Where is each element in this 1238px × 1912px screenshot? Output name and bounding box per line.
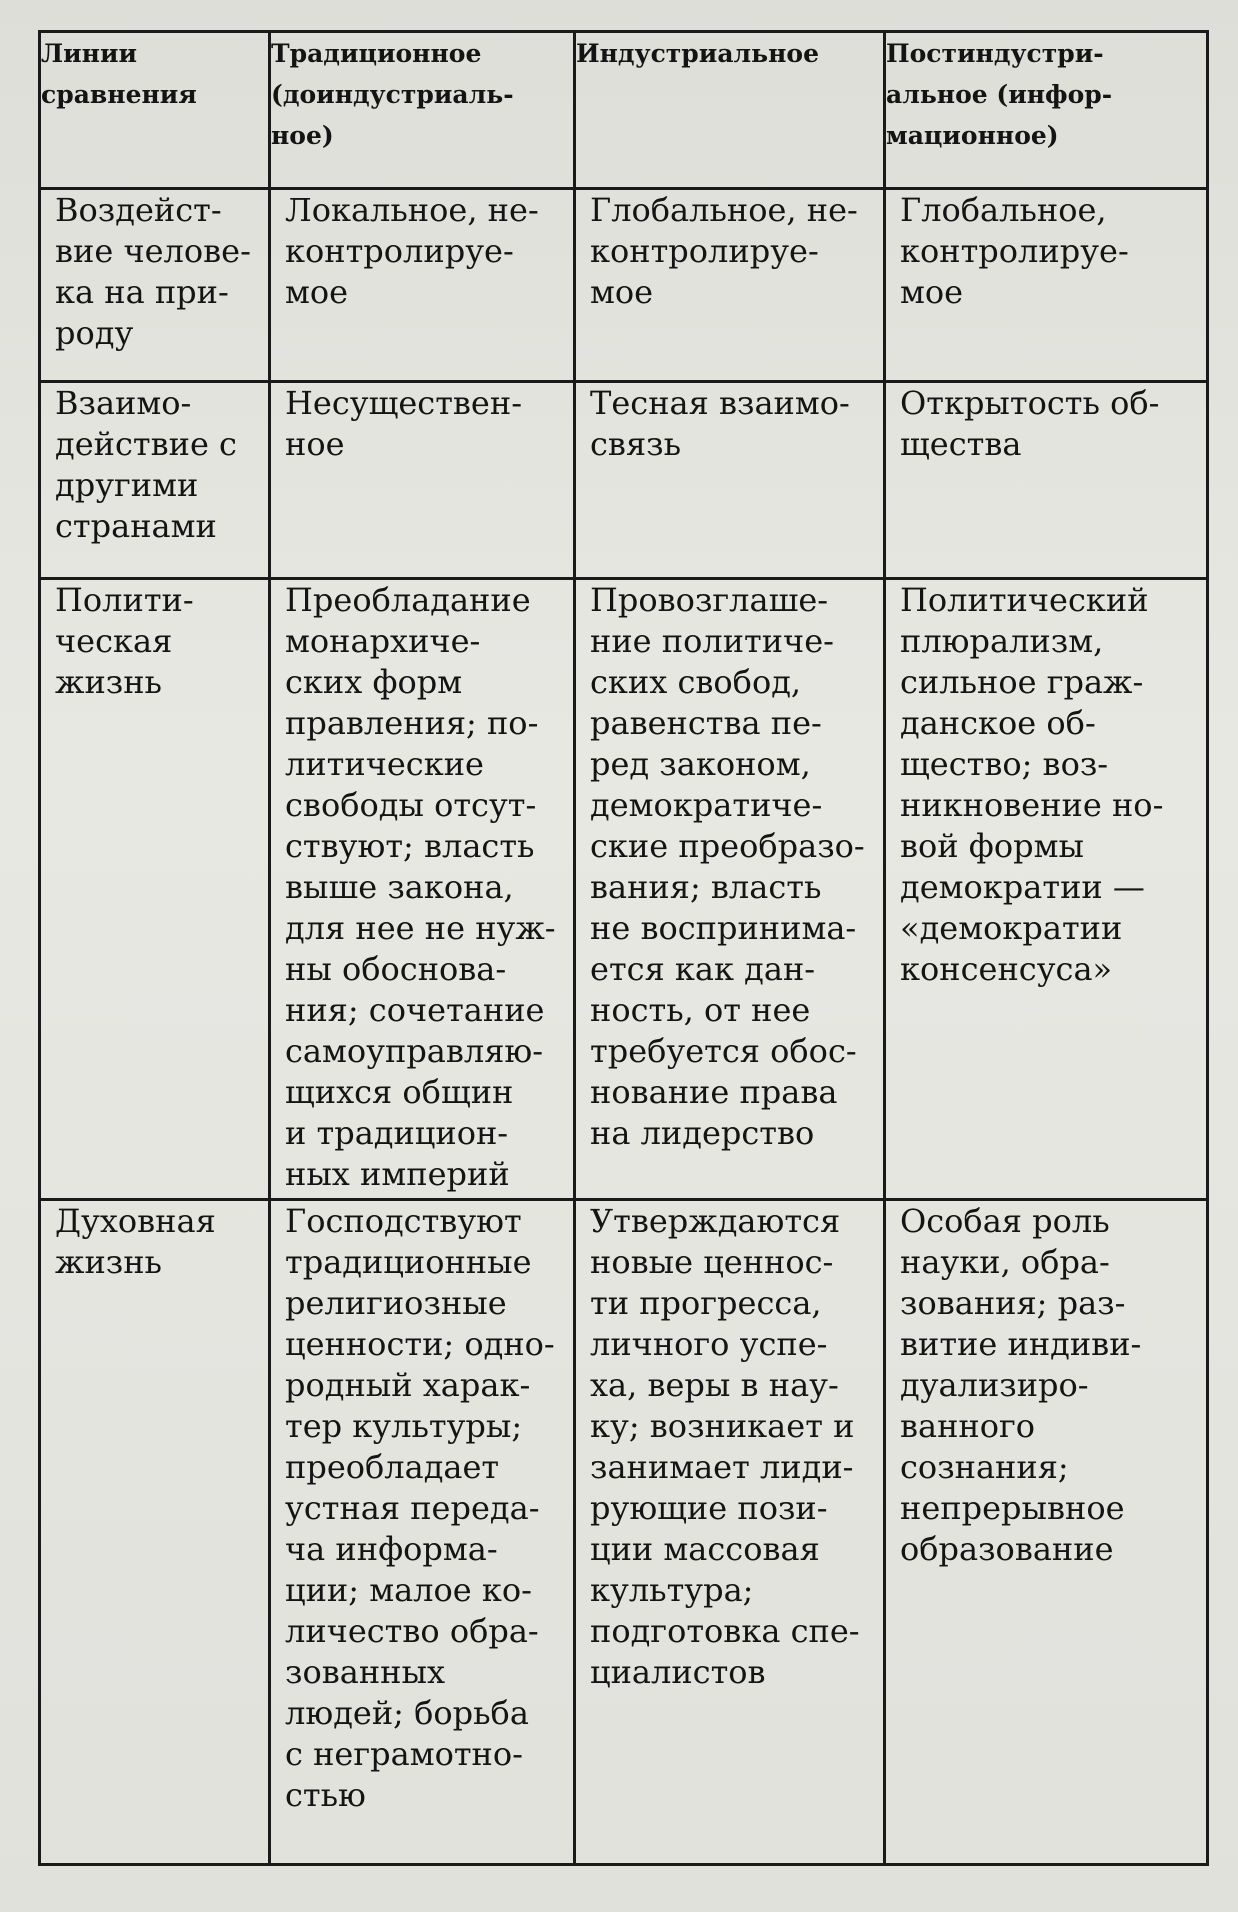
header-cell-comparison-lines [40, 32, 270, 189]
cell-text-line: ка на при- [55, 273, 229, 311]
header-text-line: ное) [271, 121, 334, 150]
cell-text-line: выше закона, [285, 868, 514, 906]
cell-text-line: Несуществен- [285, 384, 522, 422]
table-row-interaction [40, 382, 1208, 579]
society-comparison-table [38, 30, 1209, 1866]
cell-text-line: вой формы [900, 827, 1084, 865]
header-cell-postindustrial [885, 32, 1208, 189]
cell-text-line: мое [590, 273, 654, 311]
traditional-cell [270, 189, 575, 382]
cell-text-line: новые ценнос- [590, 1243, 834, 1281]
row-label-cell [40, 189, 270, 382]
cell-text-line: ции массовая [590, 1530, 820, 1568]
cell-text-line: культура; [590, 1571, 754, 1609]
cell-text-line: демократии — [900, 868, 1145, 906]
cell-text-line: ние политиче- [590, 622, 834, 660]
cell-text-line: ку; возникает и [590, 1407, 855, 1445]
cell-text-line: Преобладание [285, 581, 531, 619]
cell-text-line: родный харак- [285, 1366, 531, 1404]
industrial-cell [575, 579, 885, 1200]
cell-text-line: с неграмотно- [285, 1735, 523, 1773]
cell-text-line: подготовка спе- [590, 1612, 860, 1650]
cell-text-line: Господствуют [285, 1202, 522, 1240]
cell-text-line: контролируе- [285, 232, 514, 270]
cell-text-line: не воспринима- [590, 909, 857, 947]
cell-text-line: Политический [900, 581, 1149, 619]
cell-text-line: ванного [900, 1407, 1036, 1445]
row-label-cell [40, 1200, 270, 1865]
cell-text-line: ность, от нее [590, 991, 811, 1029]
industrial-cell [575, 1200, 885, 1865]
cell-text-line: нование права [590, 1073, 838, 1111]
cell-text-line: Локальное, не- [285, 191, 539, 229]
cell-text-line: личество обра- [285, 1612, 539, 1650]
cell-text-line: вания; власть [590, 868, 822, 906]
traditional-cell [270, 579, 575, 1200]
cell-text-line: данское об- [900, 704, 1096, 742]
cell-text-line: и традицион- [285, 1114, 509, 1152]
cell-text-line: непрерывное [900, 1489, 1125, 1527]
cell-text-line: Особая роль [900, 1202, 1110, 1240]
cell-text-line: другими [55, 466, 199, 504]
cell-text-line: сильное граж- [900, 663, 1144, 701]
cell-text-line: самоуправляю- [285, 1032, 544, 1070]
cell-text-line: на лидерство [590, 1114, 815, 1152]
cell-text-line: ное [285, 425, 345, 463]
table-row-nature-impact [40, 189, 1208, 382]
cell-text-line: роду [55, 314, 134, 352]
postindustrial-cell [885, 382, 1208, 579]
cell-text-line: Открытость об- [900, 384, 1160, 422]
cell-text-line: ские преобразо- [590, 827, 865, 865]
cell-text-line: ется как дан- [590, 950, 816, 988]
table-row-political-life [40, 579, 1208, 1200]
cell-text-line: преобладает [285, 1448, 500, 1486]
header-text-line: Индустриальное [576, 39, 819, 68]
cell-text-line: устная переда- [285, 1489, 540, 1527]
cell-text-line: ти прогресса, [590, 1284, 822, 1322]
cell-text-line: ческая [55, 622, 173, 660]
cell-text-line: Провозглаше- [590, 581, 829, 619]
cell-text-line: людей; борьба [285, 1694, 529, 1732]
industrial-cell [575, 189, 885, 382]
postindustrial-cell [885, 579, 1208, 1200]
cell-text-line: ча информа- [285, 1530, 498, 1568]
cell-text-line: литические [285, 745, 484, 783]
cell-text-line: странами [55, 507, 217, 545]
cell-text-line: науки, обра- [900, 1243, 1110, 1281]
cell-text-line: ствуют; власть [285, 827, 535, 865]
header-text-line: Постиндустри- [886, 39, 1104, 68]
table-row-spiritual-life [40, 1200, 1208, 1865]
header-text-line: (доиндустриаль- [271, 80, 514, 109]
header-text-line: Линии [41, 39, 138, 68]
cell-text-line: контролируе- [900, 232, 1129, 270]
header-text-line: сравнения [41, 80, 197, 109]
header-text-line: мационное) [886, 121, 1059, 150]
cell-text-line: рующие пози- [590, 1489, 828, 1527]
cell-text-line: равенства пе- [590, 704, 822, 742]
cell-text-line: витие индиви- [900, 1325, 1142, 1363]
cell-text-line: дуализиро- [900, 1366, 1089, 1404]
postindustrial-cell [885, 1200, 1208, 1865]
cell-text-line: мое [900, 273, 964, 311]
cell-text-line: ценности; одно- [285, 1325, 555, 1363]
cell-text-line: личного успе- [590, 1325, 828, 1363]
cell-text-line: действие с [55, 425, 237, 463]
cell-text-line: мое [285, 273, 349, 311]
cell-text-line: ха, веры в нау- [590, 1366, 839, 1404]
cell-text-line: Полити- [55, 581, 194, 619]
cell-text-line: стью [285, 1776, 366, 1814]
cell-text-line: жизнь [55, 663, 162, 701]
cell-text-line: традиционные [285, 1243, 532, 1281]
cell-text-line: религиозные [285, 1284, 507, 1322]
cell-text-line: тер культуры; [285, 1407, 523, 1445]
cell-text-line: Утверждаются [590, 1202, 841, 1240]
cell-text-line: щества [900, 425, 1022, 463]
cell-text-line: циалистов [590, 1653, 766, 1691]
cell-text-line: свободы отсут- [285, 786, 537, 824]
cell-text-line: жизнь [55, 1243, 162, 1281]
header-cell-traditional [270, 32, 575, 189]
header-text-line: Традиционное [271, 39, 482, 68]
cell-text-line: ред законом, [590, 745, 811, 783]
industrial-cell [575, 382, 885, 579]
cell-text-line: ных империй [285, 1155, 510, 1193]
cell-text-line: «демократии [900, 909, 1123, 947]
cell-text-line: Духовная [55, 1202, 216, 1240]
cell-text-line: зования; раз- [900, 1284, 1126, 1322]
cell-text-line: Глобальное, [900, 191, 1107, 229]
cell-text-line: вие челове- [55, 232, 251, 270]
header-text-line: альное (инфор- [886, 80, 1113, 109]
cell-text-line: щихся общин [285, 1073, 514, 1111]
cell-text-line: связь [590, 425, 681, 463]
cell-text-line: консенсуса» [900, 950, 1113, 988]
header-cell-industrial [575, 32, 885, 189]
postindustrial-cell [885, 189, 1208, 382]
cell-text-line: монархиче- [285, 622, 481, 660]
cell-text-line: ских свобод, [590, 663, 802, 701]
cell-text-line: образование [900, 1530, 1114, 1568]
cell-text-line: для нее не нуж- [285, 909, 556, 947]
cell-text-line: зованных [285, 1653, 445, 1691]
cell-text-line: контролируе- [590, 232, 819, 270]
cell-text-line: плюрализм, [900, 622, 1104, 660]
cell-text-line: Тесная взаимо- [590, 384, 850, 422]
cell-text-line: занимает лиди- [590, 1448, 854, 1486]
row-label-cell [40, 579, 270, 1200]
row-label-cell [40, 382, 270, 579]
traditional-cell [270, 1200, 575, 1865]
cell-text-line: никновение но- [900, 786, 1164, 824]
cell-text-line: щество; воз- [900, 745, 1109, 783]
cell-text-line: ских форм [285, 663, 463, 701]
cell-text-line: Глобальное, не- [590, 191, 858, 229]
cell-text-line: ции; малое ко- [285, 1571, 532, 1609]
cell-text-line: ния; сочетание [285, 991, 545, 1029]
cell-text-line: требуется обос- [590, 1032, 857, 1070]
cell-text-line: правления; по- [285, 704, 539, 742]
cell-text-line: ны обоснова- [285, 950, 507, 988]
cell-text-line: Взаимо- [55, 384, 192, 422]
cell-text-line: сознания; [900, 1448, 1069, 1486]
traditional-cell [270, 382, 575, 579]
cell-text-line: Воздейст- [55, 191, 222, 229]
header-row [40, 32, 1208, 189]
cell-text-line: демократиче- [590, 786, 823, 824]
